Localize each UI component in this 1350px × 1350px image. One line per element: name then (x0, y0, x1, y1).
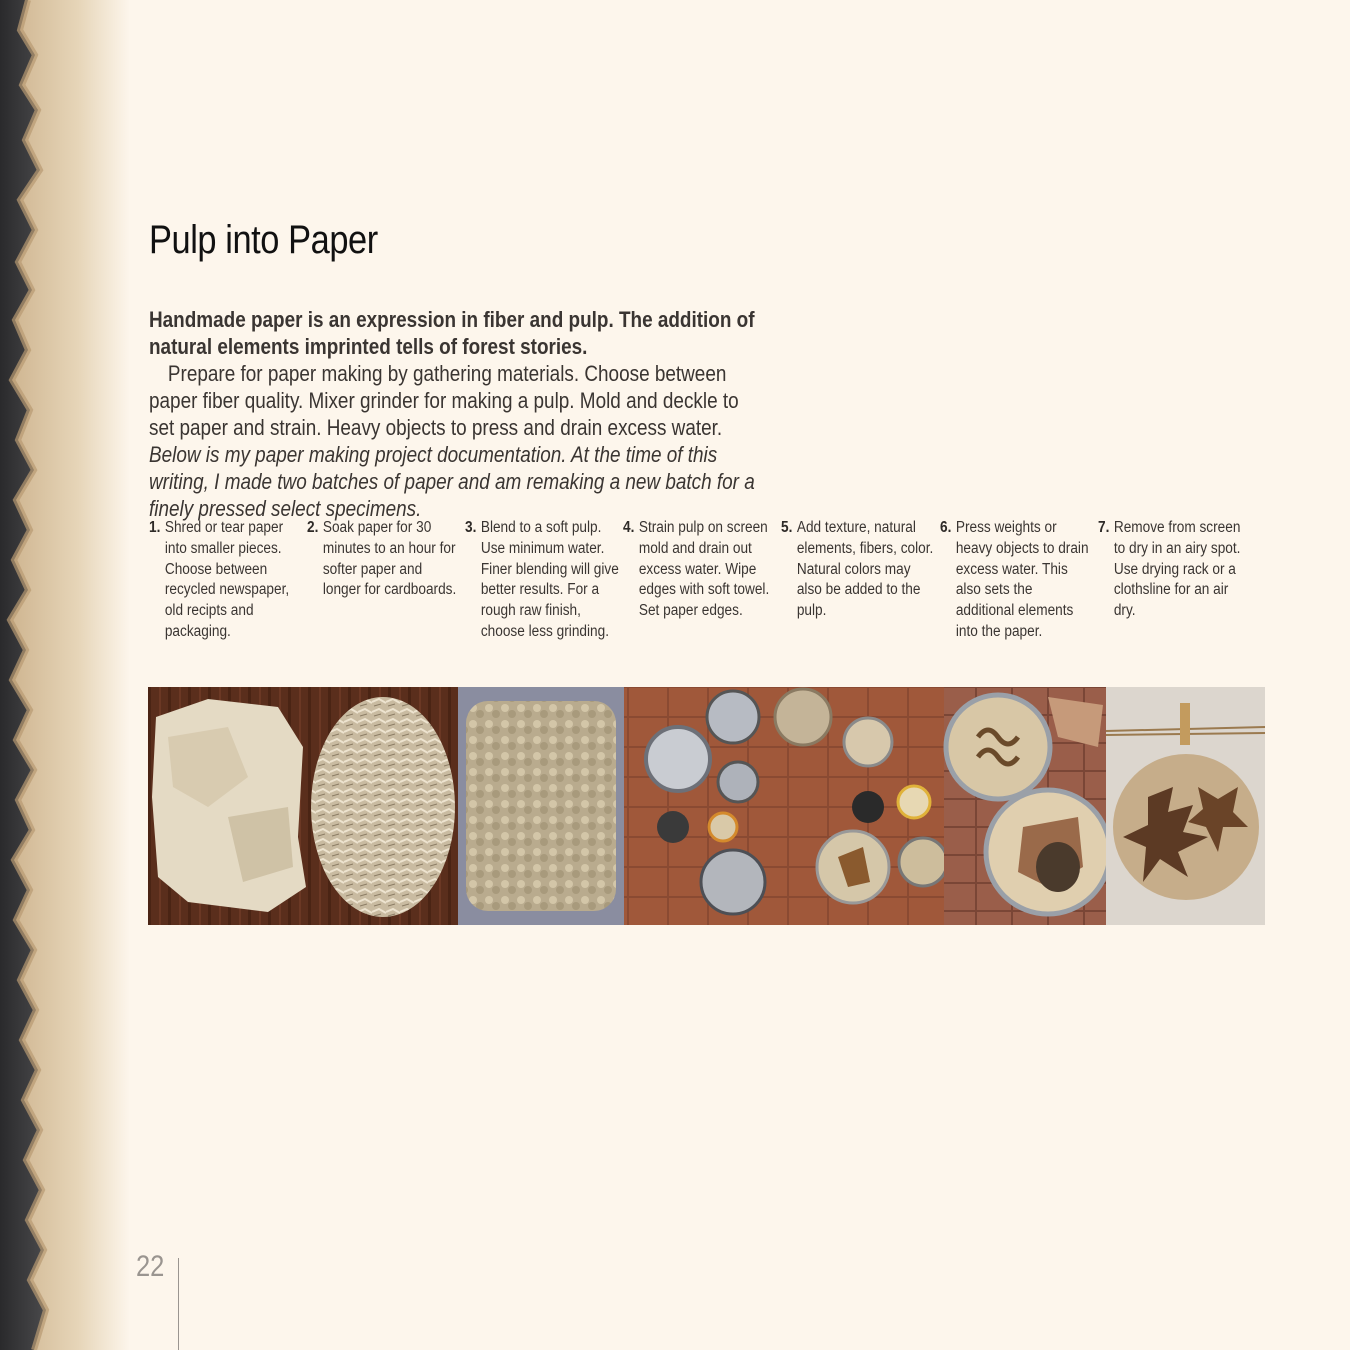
step-number: 4. (623, 519, 635, 536)
torn-paper-pieces-photo (148, 687, 308, 925)
step-number: 3. (465, 519, 477, 536)
steps-list (149, 518, 1269, 668)
intro-text (149, 306, 764, 522)
page-title: Pulp into Paper (149, 218, 378, 262)
step-text: Press weights or heavy objects to drain excess water. This also sets the additional elements into the paper. (955, 519, 1089, 640)
drying-leaf-paper-photo (1106, 687, 1265, 925)
pulp-with-texture-photo (775, 687, 947, 925)
intro-body-text: Prepare for paper making by gathering materials. Choose between paper fiber quality. Mixer grinder for making a pulp. Mold and deckle to set paper and strain. Heavy objects to press and drain excess water. (149, 361, 739, 440)
step-5 (781, 518, 935, 622)
intro-lead: Handmade paper is an expression in fiber and pulp. The addition of natural elements imprinted tells of forest stories. (149, 307, 755, 359)
pressed-pulp-photo (944, 687, 1110, 925)
intro-body (149, 360, 764, 522)
step-text: Blend to a soft pulp. Use minimum water. Finer blending will give better results. For a rough raw finish, choose less grinding. (480, 519, 619, 640)
step-6 (940, 518, 1094, 643)
strainers-and-molds-photo (624, 687, 784, 925)
shredded-paper-photo (308, 687, 458, 925)
step-number: 5. (781, 519, 793, 536)
step-text: Soak paper for 30 minutes to an hour for softer paper and longer for cardboards. (322, 519, 457, 599)
step-number: 7. (1098, 519, 1110, 536)
step-text: Add texture, natural elements, fibers, color. Natural colors may also be added to the pulp. (796, 519, 934, 620)
step-4 (623, 518, 777, 622)
torn-paper-edge (0, 0, 130, 1350)
step-number: 1. (149, 519, 161, 536)
folio-divider (178, 1258, 179, 1350)
step-3 (465, 518, 619, 643)
photo-strip (148, 687, 1265, 925)
step-7 (1098, 518, 1252, 622)
step-text: Remove from screen to dry in an airy spot. Use drying rack or a clothsline for an air dry. (1113, 519, 1241, 620)
step-number: 6. (940, 519, 952, 536)
intro-body-italic: Below is my paper making project documentation. At the time of this writing, I made two batches of paper and am remaking a new batch for a finely pressed select specimens. (149, 442, 755, 521)
page-number: 22 (136, 1250, 165, 1283)
blended-pulp-photo (458, 687, 624, 925)
step-2 (307, 518, 461, 601)
step-number: 2. (307, 519, 319, 536)
step-text: Strain pulp on screen mold and drain out excess water. Wipe edges with soft towel. Set paper edges. (638, 519, 770, 620)
step-1 (149, 518, 303, 643)
step-text: Shred or tear paper into smaller pieces. Choose between recycled newspaper, old recipts and packaging. (164, 519, 290, 640)
